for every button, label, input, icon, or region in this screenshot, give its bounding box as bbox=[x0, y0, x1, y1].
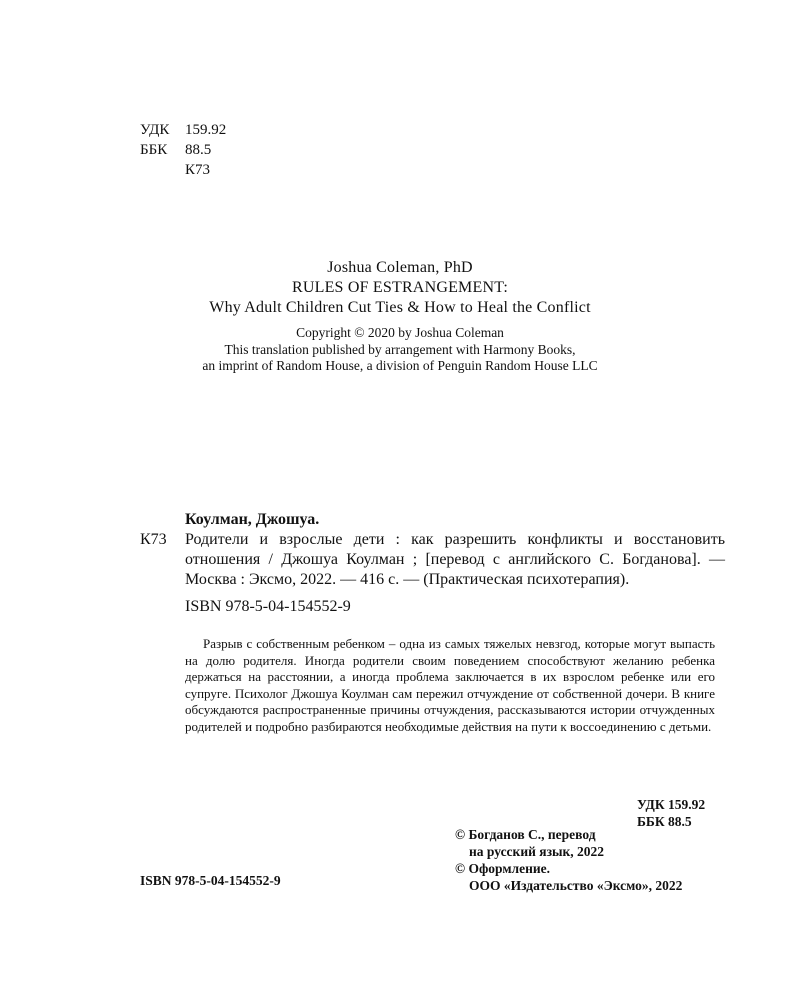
bib-entry bbox=[140, 530, 725, 590]
isbn-bottom: ISBN 978-5-04-154552-9 bbox=[140, 873, 281, 888]
copyright-notice bbox=[0, 325, 800, 375]
original-subtitle: Why Adult Children Cut Ties & How to Heal the Conflict bbox=[209, 299, 591, 316]
classification-codes-right bbox=[637, 796, 705, 830]
copyright-translation-cont: на русский язык, 2022 bbox=[469, 844, 605, 859]
copyright-design: © Оформление. bbox=[455, 861, 551, 876]
original-title: RULES OF ESTRANGEMENT: bbox=[291, 279, 509, 296]
bib-author-heading: Коулман, Джошуа. bbox=[185, 511, 320, 528]
author-mark-row bbox=[140, 160, 226, 180]
udk-row bbox=[140, 120, 226, 140]
classification-codes bbox=[140, 120, 226, 180]
udk-label: УДК bbox=[140, 122, 170, 138]
author-mark: К73 bbox=[185, 162, 211, 178]
bib-description: Родители и взрослые дети : как разрешить конфликты и восстановить отношения / Джошуа Коулман ; [перевод с английского С. Богданова]. — Москва : Эксмо, 2022. — 416 с. — (Практическая психотерапия). bbox=[185, 531, 725, 588]
bbk-label: ББК bbox=[140, 142, 168, 158]
bibliographic-record bbox=[140, 510, 725, 617]
original-author: Joshua Coleman, PhD bbox=[327, 259, 473, 276]
copyright-line-1: Copyright © 2020 by Joshua Coleman bbox=[296, 325, 504, 340]
copyright-line-3: an imprint of Random House, a division of Penguin Random House LLC bbox=[202, 358, 598, 373]
bbk-value: 88.5 bbox=[185, 142, 212, 158]
copyright-statements bbox=[455, 826, 682, 894]
copyright-translation: © Богданов С., перевод bbox=[455, 827, 596, 842]
bbk-right: ББК 88.5 bbox=[637, 814, 692, 829]
copyright-line-2: This translation published by arrangement with Harmony Books, bbox=[224, 341, 576, 357]
udk-value: 159.92 bbox=[185, 122, 227, 138]
udk-right: УДК 159.92 bbox=[637, 797, 706, 812]
abstract-text: Разрыв с собственным ребенком – одна из самых тяжелых невзгод, которые могут выпасть на долю родителя. Иногда родители своим поведением способствуют желанию ребенка держаться на расстоянии, а иногда проблема заключается в их взрослом ребенке или его супруге. Психолог Джошуа Коулман сам пережил отчуждение от собственной дочери. В книге обсуждаются распространенные причины отчуждения, рассказываются истории отчужденных родителей и подробно разбираются необходимые действия на пути к воссоединению с детьми. bbox=[185, 636, 715, 734]
bib-code: К73 bbox=[140, 531, 167, 548]
bbk-row bbox=[140, 140, 226, 160]
original-title-block bbox=[0, 258, 800, 318]
copyright-publisher: ООО «Издательство «Эксмо», 2022 bbox=[469, 878, 683, 893]
bib-isbn: ISBN 978-5-04-154552-9 bbox=[185, 598, 351, 615]
